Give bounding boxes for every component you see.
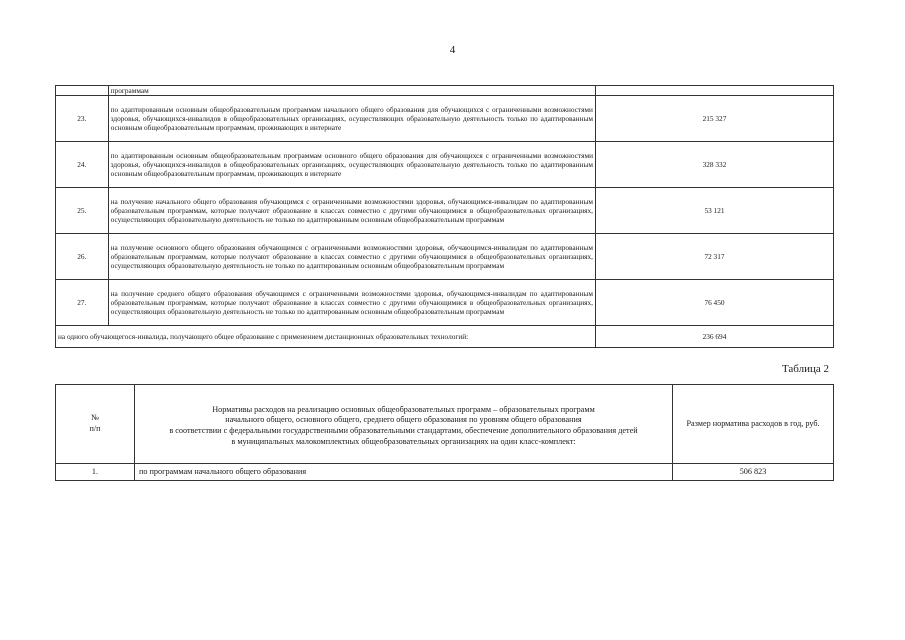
row-value-cell — [595, 86, 833, 96]
table-row — [56, 464, 834, 481]
row-number-cell: 26. — [56, 234, 109, 280]
row-text-cell: на получение среднего общего образования обучающимся с ограниченными возможностями здоровья, обучающимся-инвалидам по адаптированным образовательным программам, которые получают образование в классах совместно с другими обучающимися в общеобразовательных организациях, осуществляющих образовательную деятельность не только по адаптированным основным общеобразовательным программам — [108, 280, 595, 326]
row-text-cell: по адаптированным основным общеобразовательным программам основного общего образования для обучающихся с ограниченными возможностями здоровья, обучающихся-инвалидов в общеобразовательных организациях, осуществляющих образовательную деятельность только по адаптированным основным общеобразовательным программам, проживающих в интернате — [108, 142, 595, 188]
norms-table-continued — [55, 85, 834, 348]
row-value-cell: 506 823 — [673, 464, 834, 481]
row-number-cell — [56, 86, 109, 96]
row-value-cell: 328 332 — [595, 142, 833, 188]
table-row — [56, 234, 834, 280]
norms-table-2 — [55, 384, 834, 481]
row-text-cell: на получение основного общего образования обучающимся с ограниченными возможностями здоровья, обучающимся-инвалидам по адаптированным образовательным программам, которые получают образование в классах совместно с другими обучающимися в общеобразовательных организациях, осуществляющих образовательную деятельность не только по адаптированным основным общеобразовательным программам — [108, 234, 595, 280]
header-number-cell: № п/п — [56, 385, 135, 464]
row-value-cell: 76 450 — [595, 280, 833, 326]
row-value-cell: 215 327 — [595, 96, 833, 142]
row-number-cell: 25. — [56, 188, 109, 234]
row-number-cell: 24. — [56, 142, 109, 188]
table-caption: Таблица 2 — [781, 363, 829, 375]
row-number-cell: 23. — [56, 96, 109, 142]
table-row — [56, 96, 834, 142]
row-text-cell: на одного обучающегося-инвалида, получающего общее образование с применением дистанционных образовательных технологий: — [56, 326, 596, 348]
row-text-cell: на получение начального общего образования обучающимся с ограниченными возможностями здоровья, обучающимся-инвалидам по адаптированным образовательным программам, которые получают образование в классах совместно с другими обучающимися в общеобразовательных организациях, осуществляющих образовательную деятельность не только по адаптированным основным общеобразовательным программам — [108, 188, 595, 234]
table-row — [56, 142, 834, 188]
table-row — [56, 280, 834, 326]
row-value-cell: 236 694 — [595, 326, 833, 348]
row-value-cell: 53 121 — [595, 188, 833, 234]
row-number-cell: 27. — [56, 280, 109, 326]
row-text-cell: по программам начального общего образования — [135, 464, 673, 481]
table-row — [56, 86, 834, 96]
table-row — [56, 188, 834, 234]
header-value-cell: Размер норматива расходов в год, руб. — [673, 385, 834, 464]
header-text-cell: Нормативы расходов на реализацию основных общеобразовательных программ – образовательных программ начального общего, основного общего, среднего общего образования по уровням общего образования в соответствии с федеральными государственными образовательными стандартами, обеспечение дополнительного образования детей в муниципальных малокомплектных общеобразовательных организациях на один класс-комплект: — [135, 385, 673, 464]
row-text-cell: по адаптированным основным общеобразовательным программам начального общего образования для обучающихся с ограниченными возможностями здоровья, обучающихся-инвалидов в общеобразовательных организациях, осуществляющих образовательную деятельность только по адаптированным основным общеобразовательным программам, проживающих в интернате — [108, 96, 595, 142]
table-header-row — [56, 385, 834, 464]
row-value-cell: 72 317 — [595, 234, 833, 280]
table-row — [56, 326, 834, 348]
row-text-cell: программам — [108, 86, 595, 96]
row-number-cell: 1. — [56, 464, 135, 481]
page-number: 4 — [449, 44, 456, 56]
